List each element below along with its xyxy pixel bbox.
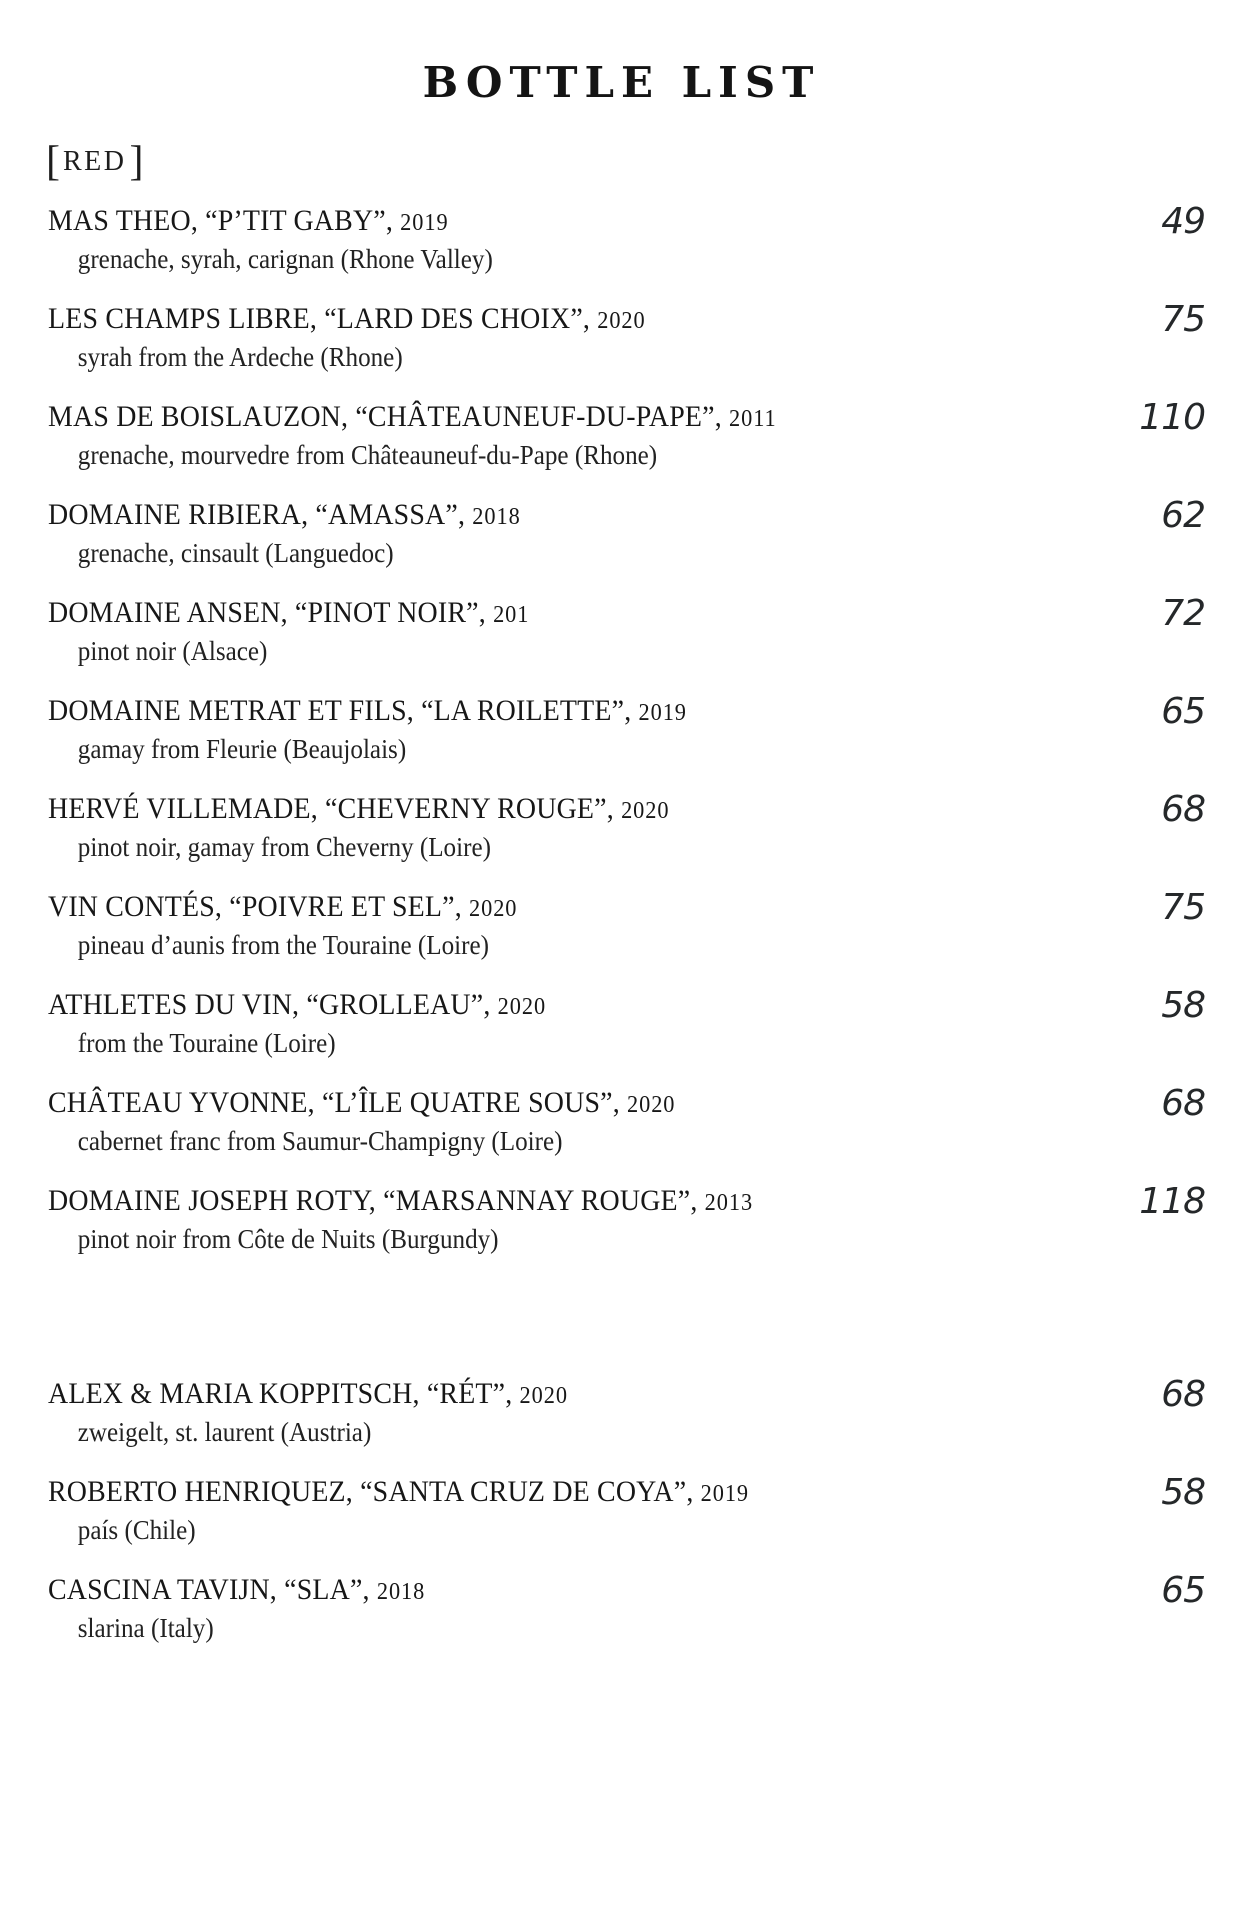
wine-entry — [0, 1473, 1243, 1548]
wine-name — [48, 1473, 1022, 1513]
wine-vintage: 201 — [493, 602, 530, 628]
wine-price: 72 — [1161, 593, 1205, 634]
wine-vintage: 2019 — [400, 210, 449, 236]
wine-description: zweigelt, st. laurent (Austria) — [77, 1417, 372, 1447]
page-title: BOTTLE LIST — [422, 58, 821, 107]
wine-entry-main — [48, 300, 1022, 375]
wine-name — [48, 594, 1022, 634]
wine-price: 75 — [1161, 887, 1205, 928]
wine-name-text: MAS DE BOISLAUZON, “CHÂTEAUNEUF-DU-PAPE”, — [48, 400, 722, 433]
wine-entry-main — [48, 1473, 1022, 1548]
wine-name-text: LES CHAMPS LIBRE, “LARD DES CHOIX”, — [48, 302, 591, 335]
section-label-text: RED — [63, 146, 127, 177]
wine-price: 68 — [1161, 1374, 1205, 1415]
wine-description: pinot noir from Côte de Nuits (Burgundy) — [77, 1224, 499, 1254]
wine-entry — [0, 202, 1243, 277]
wine-entry — [0, 398, 1243, 473]
wine-description: gamay from Fleurie (Beaujolais) — [77, 734, 407, 764]
wine-vintage: 2020 — [621, 798, 670, 824]
wine-price: 68 — [1161, 789, 1205, 830]
wine-vintage: 2020 — [497, 994, 547, 1020]
wine-price: 75 — [1161, 299, 1205, 340]
wine-name — [48, 1084, 1022, 1124]
wine-vintage: 2013 — [704, 1190, 754, 1216]
wine-entry — [0, 1182, 1243, 1257]
wine-vintage: 2020 — [519, 1383, 568, 1409]
wine-name — [48, 986, 1022, 1026]
wine-name-text: HERVÉ VILLEMADE, “CHEVERNY ROUGE”, — [48, 792, 614, 825]
wine-name — [48, 1182, 1022, 1222]
wine-description: pinot noir (Alsace) — [77, 636, 268, 666]
wine-name — [48, 888, 1022, 928]
wine-name — [48, 1375, 1022, 1415]
wine-entry-main — [48, 594, 1022, 669]
wine-name-text: ATHLETES DU VIN, “GROLLEAU”, — [48, 988, 491, 1021]
wine-name-text: DOMAINE RIBIERA, “AMASSA”, — [48, 498, 466, 531]
wine-entry — [0, 496, 1243, 571]
wine-name-text: VIN CONTÉS, “POIVRE ET SEL”, — [48, 890, 462, 923]
wine-vintage: 2019 — [700, 1481, 750, 1507]
wine-vintage: 2020 — [469, 896, 518, 922]
wine-name-text: DOMAINE METRAT ET FILS, “LA ROILETTE”, — [48, 694, 632, 727]
wine-name — [48, 1571, 1022, 1611]
wine-vintage: 2020 — [597, 308, 646, 334]
wine-vintage: 2018 — [376, 1579, 426, 1605]
wine-entry-main — [48, 1571, 1022, 1646]
wine-price: 118 — [1139, 1181, 1205, 1222]
wine-vintage: 2018 — [472, 504, 521, 530]
wine-description: pineau d’aunis from the Touraine (Loire) — [77, 930, 490, 960]
wine-entry-main — [48, 398, 1022, 473]
wine-description: slarina (Italy) — [77, 1613, 214, 1643]
wine-name-text: CHÂTEAU YVONNE, “L’ÎLE QUATRE SOUS”, — [48, 1086, 620, 1119]
wine-name — [48, 202, 1022, 242]
wine-name — [48, 790, 1022, 830]
wine-entry — [0, 790, 1243, 865]
close-bracket: ] — [129, 139, 144, 185]
wine-entry-main — [48, 790, 1022, 865]
wine-price: 110 — [1139, 397, 1205, 438]
wine-name-text: DOMAINE ANSEN, “PINOT NOIR”, — [48, 596, 486, 629]
wine-entry-main — [48, 888, 1022, 963]
wine-entry — [0, 1375, 1243, 1450]
wine-name-text: DOMAINE JOSEPH ROTY, “MARSANNAY ROUGE”, — [48, 1184, 698, 1217]
wine-price: 58 — [1161, 1472, 1205, 1513]
wine-entry — [0, 986, 1243, 1061]
wine-entry-main — [48, 202, 1022, 277]
wine-vintage: 2011 — [729, 406, 777, 432]
wine-name-text: MAS THEO, “P’TIT GABY”, — [48, 204, 394, 237]
wine-name — [48, 496, 1022, 536]
wine-name — [48, 398, 1022, 438]
wine-description: país (Chile) — [77, 1515, 196, 1545]
wine-entry-main — [48, 1182, 1022, 1257]
wine-entry-main — [48, 1084, 1022, 1159]
section-label-red — [46, 138, 1243, 186]
wine-name-text: ROBERTO HENRIQUEZ, “SANTA CRUZ DE COYA”, — [48, 1475, 694, 1508]
wine-price: 62 — [1161, 495, 1205, 536]
wine-vintage: 2020 — [627, 1092, 676, 1118]
wine-price: 65 — [1161, 1570, 1205, 1611]
wine-name-text: CASCINA TAVIJN, “SLA”, — [48, 1573, 370, 1606]
open-bracket: [ — [46, 139, 60, 185]
wine-vintage: 2019 — [638, 700, 687, 726]
wine-entry-main — [48, 1375, 1022, 1450]
wine-price: 68 — [1161, 1083, 1205, 1124]
wine-entry — [0, 1084, 1243, 1159]
group-gap — [0, 1280, 1243, 1375]
wine-entry — [0, 1571, 1243, 1646]
wine-description: from the Touraine (Loire) — [77, 1028, 336, 1058]
wine-entry-main — [48, 496, 1022, 571]
wine-price: 49 — [1161, 201, 1205, 242]
wine-entry — [0, 300, 1243, 375]
wine-description: pinot noir, gamay from Cheverny (Loire) — [77, 832, 491, 862]
wine-name — [48, 692, 1022, 732]
wine-entry — [0, 692, 1243, 767]
wine-entry-main — [48, 986, 1022, 1061]
wine-price: 58 — [1161, 985, 1205, 1026]
wine-price: 65 — [1161, 691, 1205, 732]
wine-name-text: ALEX & MARIA KOPPITSCH, “RÉT”, — [48, 1377, 513, 1410]
wine-description: grenache, syrah, carignan (Rhone Valley) — [77, 244, 493, 274]
wine-description: grenache, mourvedre from Châteauneuf-du-Pape (Rhone) — [77, 440, 658, 470]
wine-description: syrah from the Ardeche (Rhone) — [77, 342, 403, 372]
wine-list — [0, 202, 1243, 1646]
wine-description: grenache, cinsault (Languedoc) — [77, 538, 394, 568]
wine-entry — [0, 594, 1243, 669]
wine-description: cabernet franc from Saumur-Champigny (Loire) — [77, 1126, 563, 1156]
wine-entry — [0, 888, 1243, 963]
wine-name — [48, 300, 1022, 340]
wine-entry-main — [48, 692, 1022, 767]
